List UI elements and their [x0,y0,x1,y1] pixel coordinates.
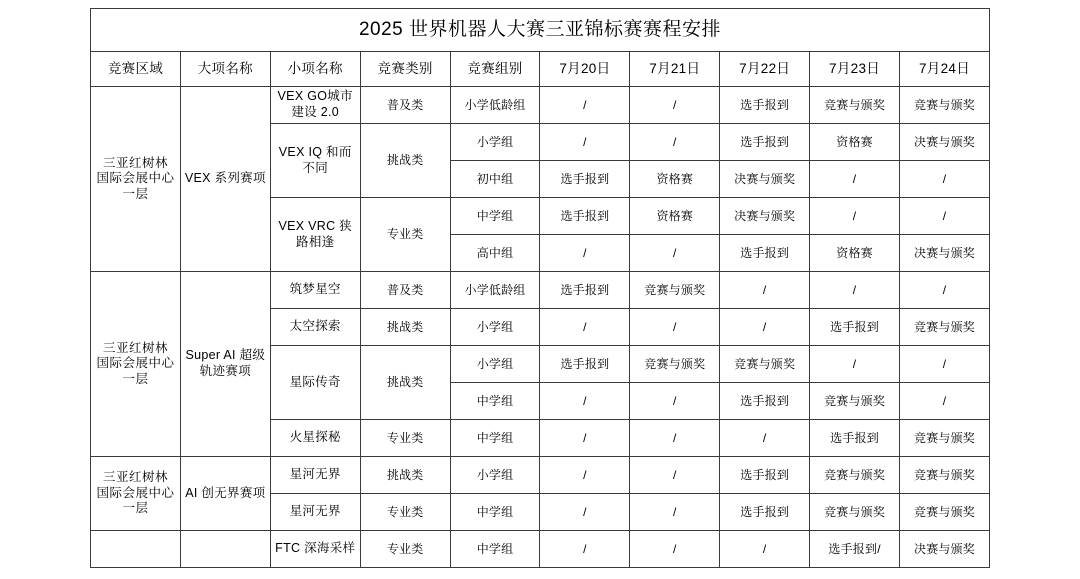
day-cell: / [900,383,990,420]
day-cell: / [540,87,630,124]
day-cell: / [630,420,720,457]
header-day-5: 7月24日 [900,52,990,87]
day-cell: 选手报到 [540,198,630,235]
day-cell: 选手报到 [720,124,810,161]
event-cell: 太空探索 [270,309,360,346]
day-cell: 决赛与颁奖 [900,531,990,568]
day-cell: / [720,420,810,457]
day-cell: 选手报到 [720,235,810,272]
type-cell: 普及类 [360,272,450,309]
day-cell: 选手报到 [720,457,810,494]
day-cell: 竞赛与颁奖 [810,383,900,420]
group-cell: 小学组 [450,124,540,161]
group-cell: 小学组 [450,309,540,346]
day-cell: / [630,87,720,124]
area-line-2: 国际会展中心一层 [96,356,175,386]
day-cell: 选手报到 [720,494,810,531]
table-row [91,457,990,494]
type-cell: 挑战类 [360,457,450,494]
day-cell: 决赛与颁奖 [720,161,810,198]
day-cell: / [540,420,630,457]
schedule-table [90,8,990,568]
day-cell: / [540,457,630,494]
day-cell: / [540,309,630,346]
day-cell: / [540,531,630,568]
day-cell: 资格赛 [630,198,720,235]
type-cell: 专业类 [360,494,450,531]
area-line-1: 三亚红树林 [102,470,168,485]
day-cell: 选手报到 [540,161,630,198]
header-type: 竞赛类别 [360,52,450,87]
area-cell [91,87,181,272]
day-cell: / [630,235,720,272]
type-cell: 挑战类 [360,346,450,420]
major-cell: AI 创无界赛项 [180,457,270,531]
day-cell: 决赛与颁奖 [900,124,990,161]
group-cell: 中学组 [450,531,540,568]
group-cell: 小学低龄组 [450,87,540,124]
header-major: 大项名称 [180,52,270,87]
day-cell: 资格赛 [810,235,900,272]
day-cell: / [630,309,720,346]
day-cell: 选手报到 [720,87,810,124]
group-cell: 小学组 [450,457,540,494]
day-cell: 竞赛与颁奖 [900,494,990,531]
event-cell: 星际传奇 [270,346,360,420]
header-group: 竞赛组别 [450,52,540,87]
day-cell: 选手报到 [810,420,900,457]
day-cell: 选手报到 [540,346,630,383]
day-cell: / [630,494,720,531]
day-cell: 竞赛与颁奖 [900,457,990,494]
day-cell: 竞赛与颁奖 [630,346,720,383]
event-cell: FTC 深海采样 [270,531,360,568]
area-cell [91,531,181,568]
day-cell: 选手报到 [720,383,810,420]
table-row [91,531,990,568]
event-cell: 星河无界 [270,457,360,494]
day-cell: 资格赛 [810,124,900,161]
group-cell: 小学组 [450,346,540,383]
header-row [91,52,990,87]
group-cell: 中学组 [450,383,540,420]
page-title: 2025 世界机器人大赛三亚锦标赛赛程安排 [91,9,990,52]
day-cell: / [900,161,990,198]
group-cell: 高中组 [450,235,540,272]
type-cell: 挑战类 [360,309,450,346]
day-cell: 竞赛与颁奖 [810,87,900,124]
type-cell: 挑战类 [360,124,450,198]
day-cell: / [540,383,630,420]
group-cell: 中学组 [450,420,540,457]
day-cell: 竞赛与颁奖 [900,309,990,346]
day-cell: / [630,457,720,494]
group-cell: 中学组 [450,494,540,531]
day-cell: 竞赛与颁奖 [900,87,990,124]
day-cell: 竞赛与颁奖 [630,272,720,309]
area-line-1: 三亚红树林 [102,155,168,170]
type-cell: 专业类 [360,420,450,457]
day-cell: / [630,531,720,568]
area-line-2: 国际会展中心一层 [96,485,175,516]
day-cell: / [900,346,990,383]
event-cell: 火星探秘 [270,420,360,457]
header-day-2: 7月21日 [630,52,720,87]
table-row [91,272,990,309]
header-event: 小项名称 [270,52,360,87]
day-cell: / [810,346,900,383]
area-line-2: 国际会展中心一层 [96,171,175,201]
day-cell: / [810,272,900,309]
day-cell: / [720,531,810,568]
group-cell: 初中组 [450,161,540,198]
day-cell: 选手报到 [540,272,630,309]
area-cell [91,457,181,531]
day-cell: / [540,235,630,272]
day-cell: / [540,124,630,161]
day-cell: / [810,161,900,198]
group-cell: 小学低龄组 [450,272,540,309]
type-cell: 专业类 [360,198,450,272]
area-cell [91,272,181,457]
event-cell: 筑梦星空 [270,272,360,309]
day-cell: / [630,383,720,420]
day-cell: / [900,272,990,309]
event-cell: 星河无界 [270,494,360,531]
day-cell: / [630,124,720,161]
day-cell: 竞赛与颁奖 [810,494,900,531]
day-cell: 决赛与颁奖 [720,198,810,235]
day-cell: 竞赛与颁奖 [720,346,810,383]
day-cell: 决赛与颁奖 [900,235,990,272]
day-cell: 资格赛 [630,161,720,198]
type-cell: 普及类 [360,87,450,124]
day-cell: / [540,494,630,531]
table-row [91,87,990,124]
day-cell: 竞赛与颁奖 [810,457,900,494]
header-day-4: 7月23日 [810,52,900,87]
day-cell: / [720,272,810,309]
event-cell: VEX VRC 狭路相逢 [270,198,360,272]
day-cell: 竞赛与颁奖 [900,420,990,457]
major-cell: Super AI 超级轨迹赛项 [180,272,270,457]
day-cell: 选手报到 [810,309,900,346]
title-row [91,9,990,52]
group-cell: 中学组 [450,198,540,235]
day-cell: / [720,309,810,346]
header-day-3: 7月22日 [720,52,810,87]
event-cell: VEX GO城市建设 2.0 [270,87,360,124]
day-cell: 选手报到/ [810,531,900,568]
event-cell: VEX IQ 和而不同 [270,124,360,198]
type-cell: 专业类 [360,531,450,568]
header-area: 竞赛区域 [91,52,181,87]
header-day-1: 7月20日 [540,52,630,87]
day-cell: / [810,198,900,235]
major-cell: VEX 系列赛项 [180,87,270,272]
day-cell: / [900,198,990,235]
major-cell [180,531,270,568]
area-line-1: 三亚红树林 [102,340,168,355]
